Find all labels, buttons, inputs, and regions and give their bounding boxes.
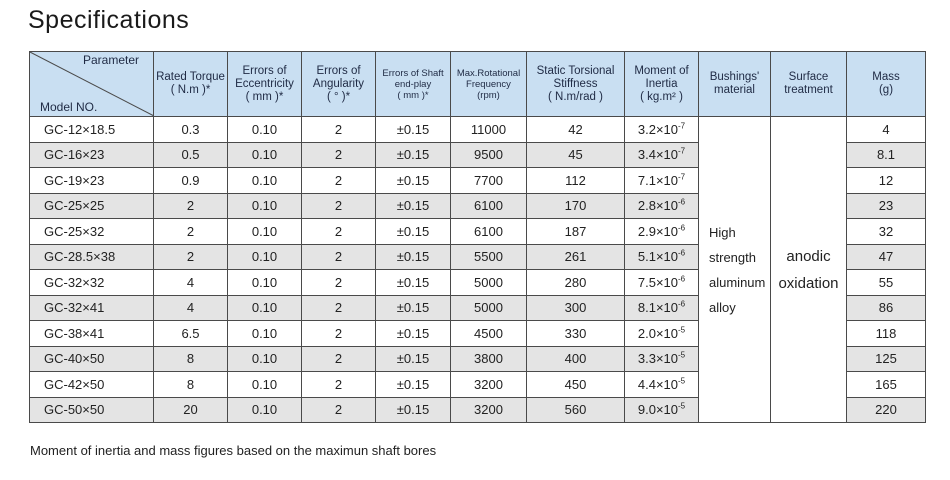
cell-mass: 55 [847, 270, 926, 296]
cell-ecc: 0.10 [228, 295, 302, 321]
cell-stiff: 300 [527, 295, 625, 321]
cell-inertia: $2.8\times 10^{-6}$ [625, 193, 699, 219]
specifications-table [29, 51, 926, 423]
cell-ang: 2 [302, 142, 376, 168]
cell-stiff: 261 [527, 244, 625, 270]
cell-torque: 6.5 [154, 321, 228, 347]
merged-text-line: strength [709, 249, 756, 265]
header-mass: Mass (g) [847, 52, 926, 117]
cell-play: ±0.15 [376, 372, 451, 398]
cell-model: GC-25×32 [30, 219, 154, 245]
cell-freq: 11000 [451, 117, 527, 143]
cell-ang: 2 [302, 295, 376, 321]
cell-stiff: 560 [527, 397, 625, 423]
header-rated-torque: Rated Torque ( N.m )* [154, 52, 228, 117]
cell-model: GC-50×50 [30, 397, 154, 423]
surface-treatment-cell [771, 117, 847, 423]
cell-mass: 86 [847, 295, 926, 321]
cell-stiff: 450 [527, 372, 625, 398]
cell-model: GC-25×25 [30, 193, 154, 219]
cell-ecc: 0.10 [228, 321, 302, 347]
cell-torque: 8 [154, 346, 228, 372]
cell-ecc: 0.10 [228, 168, 302, 194]
cell-stiff: 170 [527, 193, 625, 219]
cell-stiff: 330 [527, 321, 625, 347]
cell-torque: 0.3 [154, 117, 228, 143]
cell-play: ±0.15 [376, 321, 451, 347]
cell-ang: 2 [302, 244, 376, 270]
cell-ang: 2 [302, 346, 376, 372]
cell-mass: 220 [847, 397, 926, 423]
cell-mass: 12 [847, 168, 926, 194]
header-moment-inertia: Moment of Inertia ( kg.m² ) [625, 52, 699, 117]
header-bushings-material: Bushings' material [699, 52, 771, 117]
header-eccentricity: Errors of Eccentricity ( mm )* [228, 52, 302, 117]
cell-play: ±0.15 [376, 168, 451, 194]
page-title: Specifications [28, 6, 190, 34]
cell-stiff: 280 [527, 270, 625, 296]
header-row [30, 52, 926, 117]
header-parameter-model-cell [30, 52, 154, 117]
cell-mass: 8.1 [847, 142, 926, 168]
header-max-frequency: Max.Rotational Frequency (rpm) [451, 52, 527, 117]
cell-ecc: 0.10 [228, 346, 302, 372]
cell-model: GC-28.5×38 [30, 244, 154, 270]
header-shaft-end-play: Errors of Shaft end-play ( mm )* [376, 52, 451, 117]
cell-mass: 47 [847, 244, 926, 270]
cell-stiff: 42 [527, 117, 625, 143]
cell-inertia: $3.3\times 10^{-5}$ [625, 346, 699, 372]
merged-text-line: High [709, 224, 736, 240]
cell-model: GC-12×18.5 [30, 117, 154, 143]
cell-inertia: $2.0\times 10^{-5}$ [625, 321, 699, 347]
cell-play: ±0.15 [376, 193, 451, 219]
cell-mass: 118 [847, 321, 926, 347]
cell-freq: 9500 [451, 142, 527, 168]
cell-model: GC-40×50 [30, 346, 154, 372]
cell-ang: 2 [302, 193, 376, 219]
cell-ang: 2 [302, 219, 376, 245]
cell-inertia: $3.2\times 10^{-7}$ [625, 117, 699, 143]
cell-freq: 4500 [451, 321, 527, 347]
cell-freq: 3200 [451, 397, 527, 423]
cell-ecc: 0.10 [228, 193, 302, 219]
cell-play: ±0.15 [376, 397, 451, 423]
cell-ecc: 0.10 [228, 372, 302, 398]
cell-torque: 4 [154, 270, 228, 296]
cell-freq: 3800 [451, 346, 527, 372]
cell-inertia: $4.4\times 10^{-5}$ [625, 372, 699, 398]
cell-model: GC-19×23 [30, 168, 154, 194]
cell-ang: 2 [302, 321, 376, 347]
cell-ecc: 0.10 [228, 142, 302, 168]
cell-inertia: $2.9\times 10^{-6}$ [625, 219, 699, 245]
cell-model: GC-42×50 [30, 372, 154, 398]
header-surface-treatment: Surface treatment [771, 52, 847, 117]
cell-play: ±0.15 [376, 244, 451, 270]
cell-mass: 165 [847, 372, 926, 398]
cell-model: GC-32×32 [30, 270, 154, 296]
cell-inertia: $7.5\times 10^{-6}$ [625, 270, 699, 296]
cell-stiff: 112 [527, 168, 625, 194]
cell-model: GC-16×23 [30, 142, 154, 168]
cell-torque: 0.9 [154, 168, 228, 194]
cell-inertia: $3.4\times 10^{-7}$ [625, 142, 699, 168]
cell-mass: 125 [847, 346, 926, 372]
cell-play: ±0.15 [376, 346, 451, 372]
cell-freq: 6100 [451, 219, 527, 245]
header-model-no: Model NO. [40, 100, 98, 114]
cell-freq: 5500 [451, 244, 527, 270]
cell-freq: 7700 [451, 168, 527, 194]
cell-mass: 32 [847, 219, 926, 245]
cell-inertia: $9.0\times 10^{-5}$ [625, 397, 699, 423]
header-stiffness: Static Torsional Stiffness ( N.m/rad ) [527, 52, 625, 117]
bushings-material-cell [699, 117, 771, 423]
cell-freq: 3200 [451, 372, 527, 398]
cell-ang: 2 [302, 168, 376, 194]
merged-text-line: aluminum [709, 274, 766, 290]
cell-model: GC-38×41 [30, 321, 154, 347]
cell-mass: 23 [847, 193, 926, 219]
cell-ang: 2 [302, 397, 376, 423]
cell-mass: 4 [847, 117, 926, 143]
cell-stiff: 45 [527, 142, 625, 168]
merged-text-line: oxidation [778, 274, 839, 292]
cell-torque: 2 [154, 193, 228, 219]
cell-inertia: $5.1\times 10^{-6}$ [625, 244, 699, 270]
cell-play: ±0.15 [376, 142, 451, 168]
cell-freq: 5000 [451, 295, 527, 321]
merged-text-line: anodic [786, 247, 831, 265]
cell-ecc: 0.10 [228, 270, 302, 296]
cell-torque: 20 [154, 397, 228, 423]
cell-stiff: 187 [527, 219, 625, 245]
cell-play: ±0.15 [376, 117, 451, 143]
merged-text-line: alloy [709, 299, 736, 315]
cell-freq: 6100 [451, 193, 527, 219]
cell-torque: 8 [154, 372, 228, 398]
cell-ecc: 0.10 [228, 219, 302, 245]
cell-ecc: 0.10 [228, 397, 302, 423]
table-row [30, 117, 926, 143]
footnote: Moment of inertia and mass figures based on the maximun shaft bores [30, 443, 437, 458]
cell-play: ±0.15 [376, 295, 451, 321]
cell-torque: 2 [154, 244, 228, 270]
cell-play: ±0.15 [376, 219, 451, 245]
cell-ang: 2 [302, 270, 376, 296]
cell-inertia: $8.1\times 10^{-6}$ [625, 295, 699, 321]
header-parameter: Parameter [82, 53, 139, 67]
cell-model: GC-32×41 [30, 295, 154, 321]
cell-ecc: 0.10 [228, 117, 302, 143]
cell-inertia: $7.1\times 10^{-7}$ [625, 168, 699, 194]
cell-ang: 2 [302, 117, 376, 143]
cell-torque: 4 [154, 295, 228, 321]
cell-ang: 2 [302, 372, 376, 398]
cell-torque: 2 [154, 219, 228, 245]
header-angularity: Errors of Angularity ( ° )* [302, 52, 376, 117]
cell-ecc: 0.10 [228, 244, 302, 270]
cell-play: ±0.15 [376, 270, 451, 296]
cell-torque: 0.5 [154, 142, 228, 168]
cell-stiff: 400 [527, 346, 625, 372]
cell-freq: 5000 [451, 270, 527, 296]
